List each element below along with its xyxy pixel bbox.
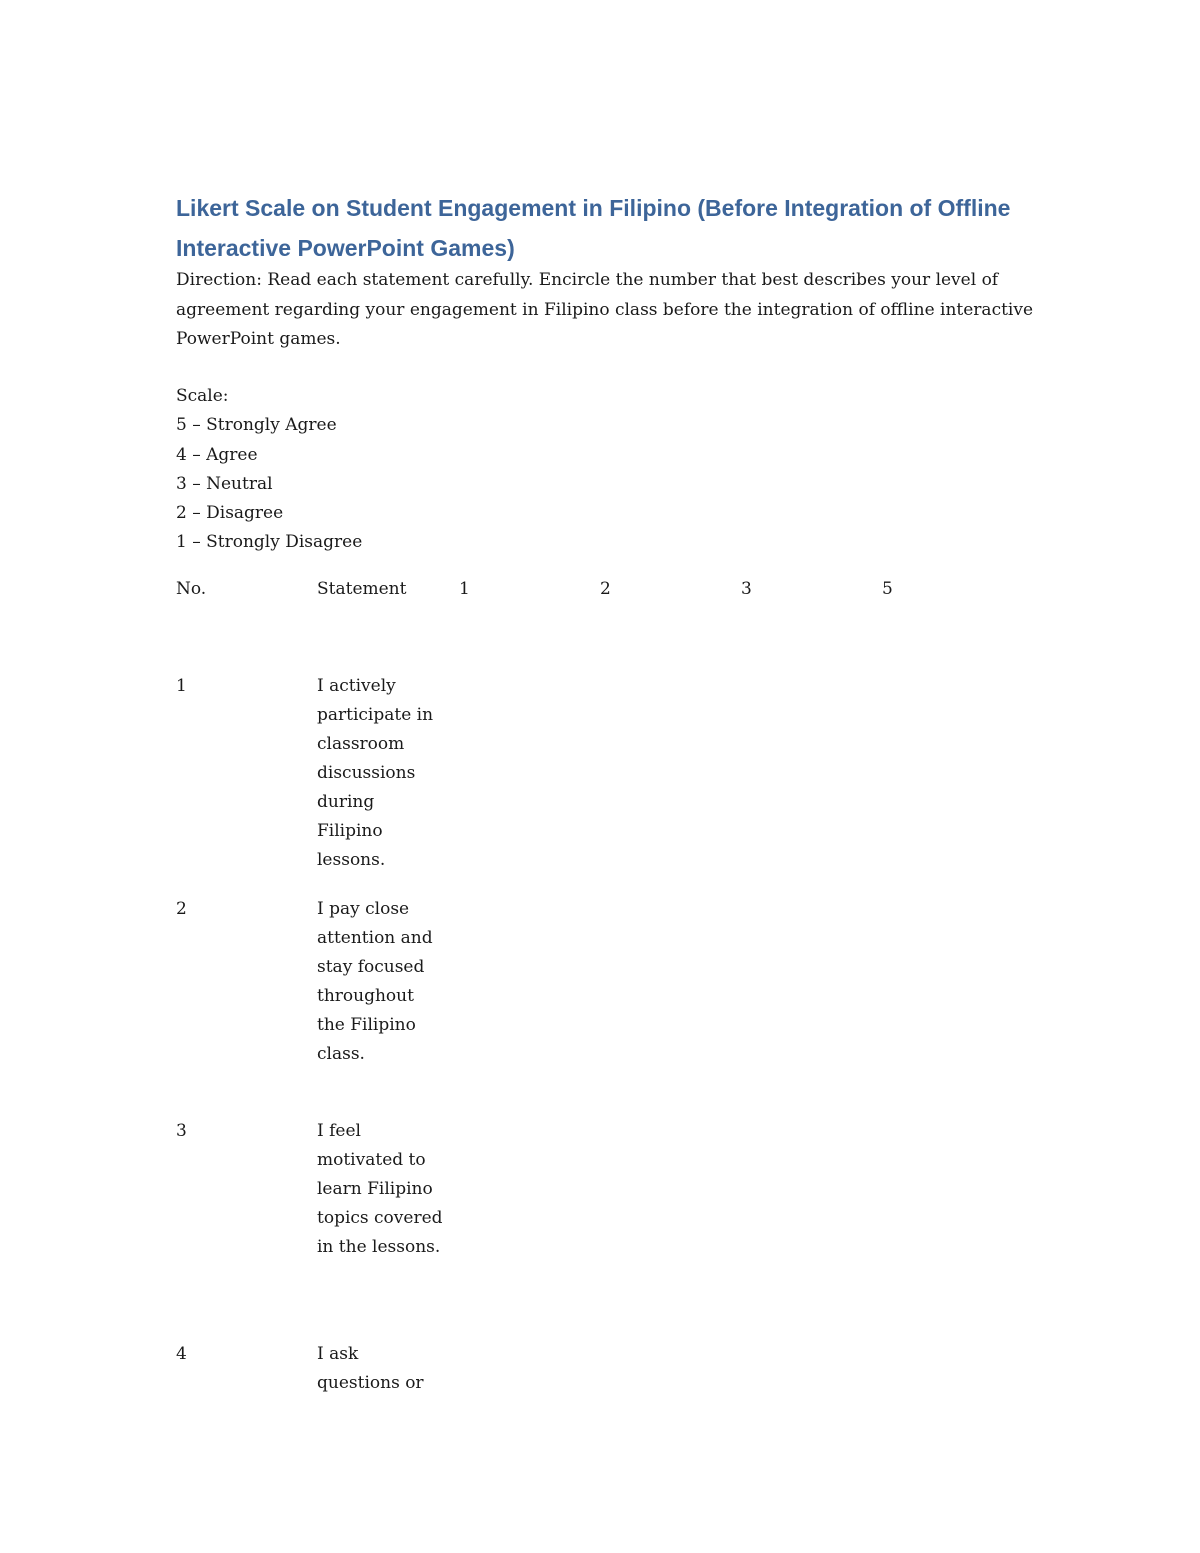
- row-number: 3: [176, 1121, 187, 1141]
- row-statement: I pay close attention and stay focused throughout the Filipino class.: [317, 899, 433, 1064]
- row-statement: I actively participate in classroom discussions during Filipino lessons.: [317, 676, 434, 870]
- header-scale-1: 1: [459, 579, 470, 599]
- document-title: Likert Scale on Student Engagement in Filipino (Before Integration of Offline Interactive PowerPoint Games): [176, 195, 1011, 261]
- row-statement: I feel motivated to learn Filipino topics covered in the lessons.: [317, 1121, 443, 1257]
- scale-label: Scale:: [176, 386, 229, 406]
- header-no: No.: [176, 579, 207, 599]
- row-number: 2: [176, 899, 187, 919]
- header-scale-3: 3: [741, 579, 752, 599]
- scale-item-2: 2 – Disagree: [176, 503, 284, 524]
- scale-item-5: 5 – Strongly Agree: [176, 415, 337, 436]
- scale-item-4: 4 – Agree: [176, 444, 258, 465]
- row-number: 1: [176, 676, 187, 696]
- scale-item-1: 1 – Strongly Disagree: [176, 532, 363, 553]
- scale-legend: [176, 382, 362, 558]
- header-scale-5: 5: [882, 579, 893, 599]
- row-number: 4: [176, 1344, 187, 1364]
- scale-item-3: 3 – Neutral: [176, 473, 273, 494]
- row-statement: I ask questions or: [317, 1344, 424, 1393]
- header-scale-2: 2: [600, 579, 611, 599]
- direction-text: Direction: Read each statement carefully. Encircle the number that best describes your level of agreement regarding your engagement in Filipino class before the integration of offline interactive PowerPoint games.: [176, 270, 1034, 349]
- header-statement: Statement: [317, 579, 407, 599]
